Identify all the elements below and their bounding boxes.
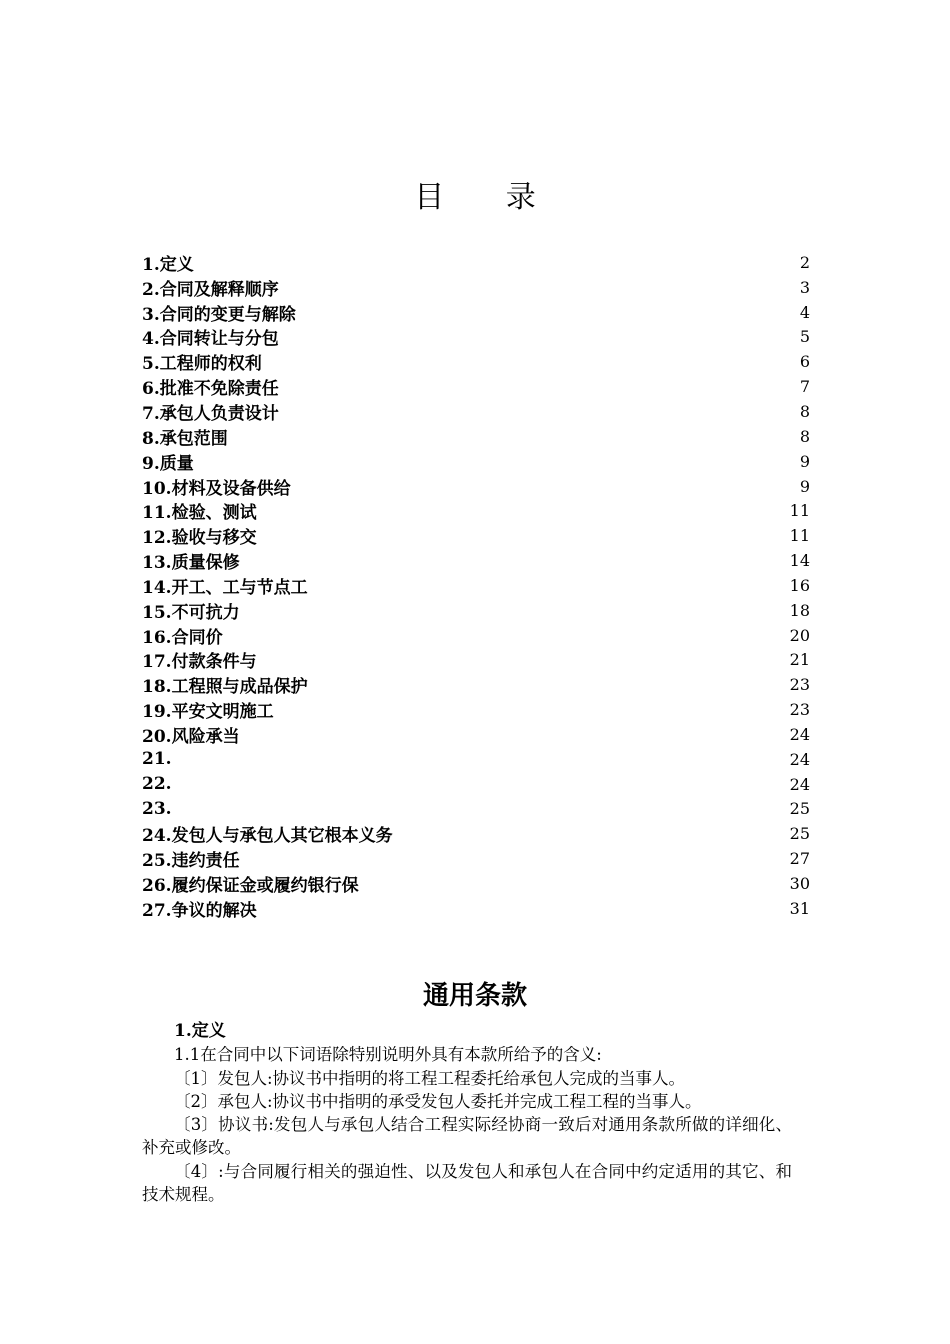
toc-entry[interactable] [142,349,810,374]
toc-entry-label: 12.验收与移交 [142,528,257,549]
section-paragraph: 1.1在合同中以下词语除特别说明外具有本款所给予的含义: [174,1045,602,1065]
toc-entry[interactable] [142,424,810,449]
toc-entry[interactable] [142,896,810,921]
toc-entry-label: 3.合同的变更与解除 [142,304,296,325]
section-paragraph: 〔2〕承包人:协议书中指明的承受发包人委托并完成工程工程的当事人。 [174,1091,702,1111]
toc-entry-label: 13.质量保修 [142,553,240,574]
toc-entry[interactable] [142,474,810,499]
toc-entry-page: 11 [789,501,810,521]
toc-entry[interactable] [142,523,810,548]
toc-entry-page: 30 [789,874,810,894]
toc-entry-page: 11 [789,526,810,546]
toc-entry-page: 31 [789,898,810,918]
toc-entry-page: 7 [799,377,810,397]
toc-entry-page: 23 [789,675,810,695]
toc-entry[interactable] [142,797,810,822]
toc-entry[interactable] [142,300,810,325]
toc-entry-page: 27 [789,849,810,869]
toc-entry-page: 2 [799,252,810,272]
section-paragraph: 〔1〕发包人:协议书中指明的将工程工程委托给承包人完成的当事人。 [174,1068,686,1088]
toc-entry[interactable] [142,498,810,523]
toc-entry[interactable] [142,722,810,747]
toc-entry-label: 18.工程照与成品保护 [142,677,308,698]
toc-entry-label: 4.合同转让与分包 [142,329,279,350]
toc-entry[interactable] [142,399,810,424]
toc-entry-label: 10.材料及设备供给 [142,478,291,499]
toc-list [142,250,810,921]
toc-entry-label: 23. [142,798,172,819]
toc-entry-label: 8.承包范围 [142,428,228,449]
toc-entry-label: 6.批准不免除责任 [142,379,279,400]
toc-entry-page: 25 [789,799,810,819]
toc-entry-page: 16 [789,575,810,595]
section-heading: 1.定义 [174,1021,226,1041]
toc-entry-page: 9 [799,451,810,471]
toc-entry-label: 11.检验、测试 [142,503,257,524]
toc-entry[interactable] [142,697,810,722]
section-title: 通用条款 [422,981,527,1011]
toc-entry-page: 9 [799,476,810,496]
toc-entry-page: 14 [789,551,810,571]
toc-entry-page: 21 [789,650,810,670]
toc-entry-page: 8 [799,426,810,446]
toc-entry-label: 14.开工、工与节点工 [142,577,308,598]
toc-entry-page: 6 [799,352,810,372]
toc-entry-label: 27.争议的解决 [142,900,257,921]
toc-entry-label: 25.违约责任 [142,851,240,872]
toc-entry-label: 1.定义 [142,254,194,275]
toc-entry-label: 21. [142,749,172,770]
toc-entry-page: 24 [789,749,810,769]
toc-entry-label: 17.付款条件与 [142,652,257,673]
toc-entry-page: 24 [789,724,810,744]
toc-entry[interactable] [142,275,810,300]
toc-entry-label: 19.平安文明施工 [142,702,274,723]
toc-entry[interactable] [142,846,810,871]
toc-entry-page: 4 [799,302,810,322]
toc-entry[interactable] [142,598,810,623]
toc-entry-label: 16.合同价 [142,627,223,648]
toc-entry[interactable] [142,250,810,275]
section-body [142,1020,792,1206]
toc-entry[interactable] [142,548,810,573]
toc-entry-label: 24.发包人与承包人其它根本义务 [142,826,393,847]
section-paragraph: 〔3〕协议书:发包人与承包人结合工程实际经协商一致后对通用条款所做的详细化、补充或修改。 [142,1115,792,1158]
toc-entry-page: 18 [789,600,810,620]
toc-entry-page: 24 [789,774,810,794]
toc-entry-label: 22. [142,774,172,795]
toc-entry-page: 3 [799,277,810,297]
toc-entry[interactable] [142,449,810,474]
toc-entry[interactable] [142,871,810,896]
toc-entry-label: 9.质量 [142,453,194,474]
toc-title: 目 录 [414,180,562,215]
toc-entry[interactable] [142,772,810,797]
toc-entry[interactable] [142,325,810,350]
toc-entry[interactable] [142,821,810,846]
toc-entry-page: 20 [789,625,810,645]
toc-entry-label: 20.风险承当 [142,726,240,747]
toc-entry[interactable] [142,374,810,399]
toc-entry-label: 5.工程师的权利 [142,354,262,375]
toc-entry-label: 15.不可抗力 [142,602,240,623]
toc-entry-page: 23 [789,700,810,720]
toc-entry-label: 7.承包人负责设计 [142,403,279,424]
toc-entry-page: 5 [799,327,810,347]
section-paragraph: 〔4〕:与合同履行相关的强迫性、以及发包人和承包人在合同中约定适用的其它、和技术规程。 [142,1161,792,1205]
toc-entry-page: 8 [799,401,810,421]
toc-entry[interactable] [142,648,810,673]
toc-entry[interactable] [142,747,810,772]
toc-entry-label: 26.履约保证金或履约银行保 [142,876,359,897]
toc-entry[interactable] [142,573,810,598]
toc-entry[interactable] [142,623,810,648]
toc-entry[interactable] [142,672,810,697]
toc-entry-page: 25 [789,824,810,844]
toc-entry-label: 2.合同及解释顺序 [142,279,279,300]
